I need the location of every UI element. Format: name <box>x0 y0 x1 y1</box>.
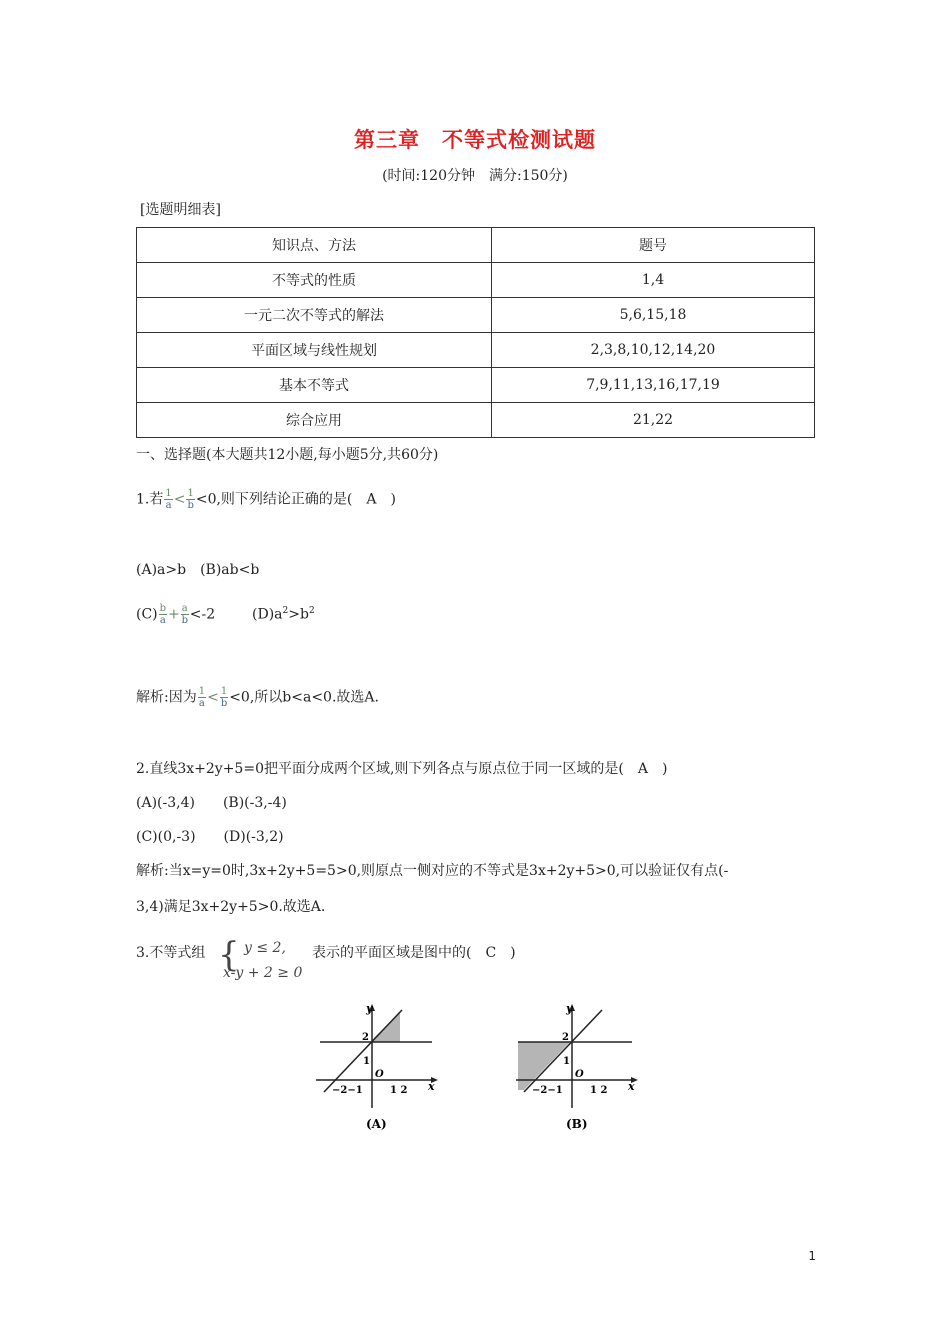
table-cell: 21,22 <box>492 403 815 438</box>
option-d-text: >b <box>288 606 309 623</box>
option-d-text: (D)a <box>252 606 283 623</box>
tick-label: −2−1 <box>532 1085 563 1096</box>
option-c-suffix: <-2 <box>189 606 216 623</box>
origin-label: O <box>575 1069 584 1080</box>
fraction-denominator: a <box>159 615 166 626</box>
table-cell: 一元二次不等式的解法 <box>137 298 492 333</box>
x-axis-label: x <box>428 1080 435 1093</box>
fraction <box>186 488 194 511</box>
table-header: 题号 <box>492 228 815 263</box>
fraction-denominator: b <box>187 500 194 511</box>
fraction-denominator: b <box>220 698 228 709</box>
table-row <box>137 403 815 438</box>
fraction <box>220 686 228 709</box>
table-cell: 7,9,11,13,16,17,19 <box>492 368 815 403</box>
fraction-denominator: a <box>198 698 205 709</box>
fraction-numerator: 1 <box>198 686 206 697</box>
table-header: 知识点、方法 <box>137 228 492 263</box>
fraction-numerator: 1 <box>187 488 194 499</box>
question-2-analysis-line1: 解析:当x=y=0时,3x+2y+5=5>0,则原点一侧对应的不等式是3x+2y+5>0,可以验证仅有点(- <box>136 863 729 879</box>
table-cell: 2,3,8,10,12,14,20 <box>492 333 815 368</box>
table-cell: 综合应用 <box>137 403 492 438</box>
less-than-sign: < <box>173 491 186 508</box>
tick-label: 1 <box>563 1056 570 1067</box>
question-1-stem <box>136 488 396 511</box>
graph-label: (A) <box>366 1117 387 1131</box>
fraction-numerator: 1 <box>165 488 172 499</box>
question-2-options-ab: (A)(-3,4) (B)(-3,-4) <box>136 795 287 811</box>
question-3-prefix: 3.不等式组 <box>136 945 206 961</box>
q1-suffix: <0,则下列结论正确的是( A ) <box>195 491 396 508</box>
option-c-label: (C) <box>136 606 158 623</box>
table-caption: [选题明细表] <box>140 202 221 218</box>
superscript: 2 <box>282 605 289 616</box>
tick-label: 1 2 <box>390 1085 408 1096</box>
table-cell: 1,4 <box>492 263 815 298</box>
tick-label: 1 2 <box>590 1085 608 1096</box>
graph-a <box>312 1000 442 1140</box>
table-row <box>137 333 815 368</box>
fraction <box>164 488 172 511</box>
inequality-line-1: y ≤ 2, <box>244 940 286 956</box>
table-row <box>137 263 815 298</box>
question-2-analysis-line2: 3,4)满足3x+2y+5>0.故选A. <box>136 899 326 915</box>
topic-table <box>136 227 815 438</box>
table-row <box>137 298 815 333</box>
superscript: 2 <box>308 605 315 616</box>
table-cell: 不等式的性质 <box>137 263 492 298</box>
table-cell: 基本不等式 <box>137 368 492 403</box>
fraction <box>181 603 189 626</box>
tick-label: 2 <box>362 1032 369 1043</box>
origin-label: O <box>375 1069 384 1080</box>
graph-label: (B) <box>566 1117 588 1131</box>
fraction-denominator: a <box>165 500 172 511</box>
page-number: 1 <box>808 1249 816 1263</box>
question-3-suffix: 表示的平面区域是图中的( C ) <box>312 945 516 961</box>
fraction <box>159 603 167 626</box>
question-2-stem: 2.直线3x+2y+5=0把平面分成两个区域,则下列各点与原点位于同一区域的是( A ) <box>136 761 668 777</box>
table-cell: 平面区域与线性规划 <box>137 333 492 368</box>
fraction-numerator: b <box>159 603 167 614</box>
question-1-options-ab: (A)a>b (B)ab<b <box>136 562 260 578</box>
question-2-options-cd: (C)(0,-3) (D)(-3,2) <box>136 829 284 845</box>
page-title: 第三章 不等式检测试题 <box>354 127 596 152</box>
table-cell: 5,6,15,18 <box>492 298 815 333</box>
section-heading: 一、选择题(本大题共12小题,每小题5分,共60分) <box>136 447 439 463</box>
table-row <box>137 368 815 403</box>
fraction-numerator: 1 <box>220 686 228 697</box>
y-axis-label: y <box>366 1002 373 1015</box>
less-than-sign: < <box>207 689 219 706</box>
plus-sign: + <box>168 606 180 623</box>
left-brace: { <box>218 935 240 975</box>
fraction-numerator: a <box>181 603 188 614</box>
analysis-suffix: <0,所以b<a<0.故选A. <box>229 689 379 706</box>
table-header-row <box>137 228 815 263</box>
tick-label: −2−1 <box>332 1085 363 1096</box>
fraction-denominator: b <box>181 615 188 626</box>
x-axis-label: x <box>628 1080 635 1093</box>
y-axis-label: y <box>566 1002 573 1015</box>
analysis-prefix: 解析:因为 <box>136 689 197 706</box>
tick-label: 2 <box>562 1032 569 1043</box>
exam-time-score: (时间:120分钟 满分:150分) <box>382 168 568 184</box>
q1-prefix: 1.若 <box>136 491 164 508</box>
fraction <box>198 686 206 709</box>
graph-b <box>512 1000 642 1140</box>
question-1-options-cd <box>136 603 315 626</box>
inequality-line-2: x-y + 2 ≥ 0 <box>223 965 303 981</box>
question-1-analysis <box>136 686 379 709</box>
tick-label: 1 <box>363 1056 370 1067</box>
